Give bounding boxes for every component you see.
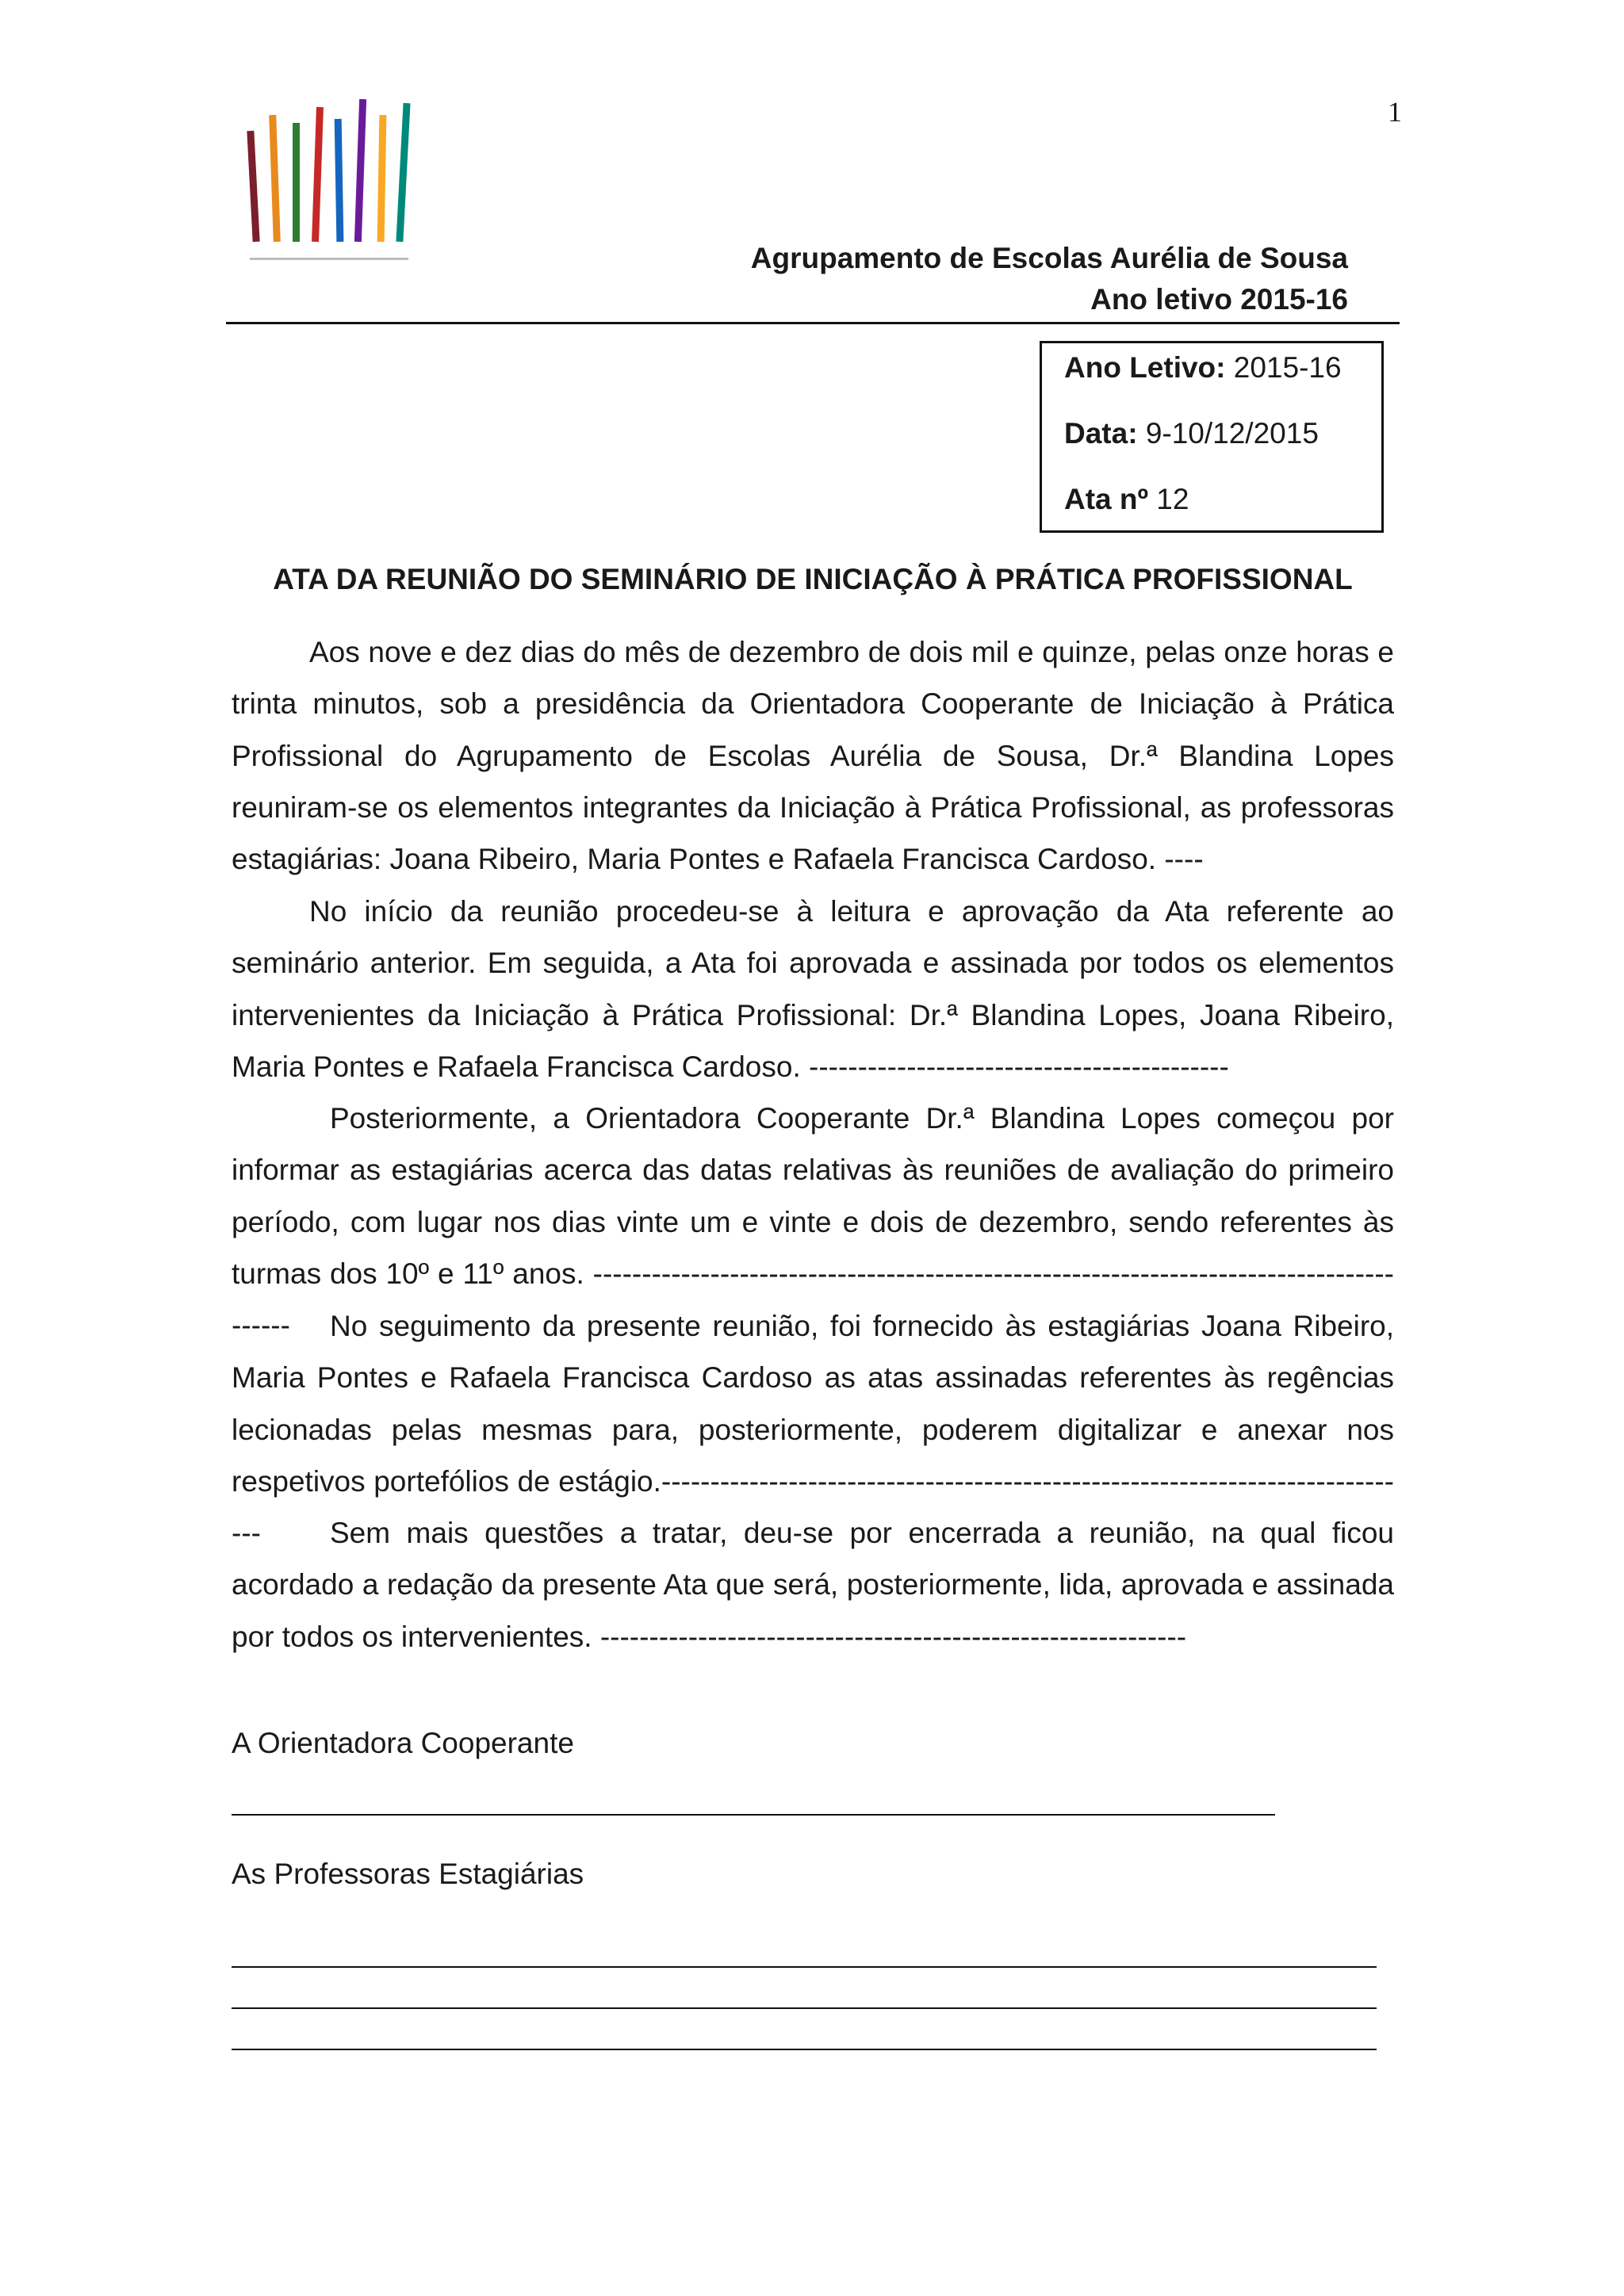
minute-value: 12 — [1156, 483, 1189, 515]
paragraph-signed-minutes: No seguimento da presente reunião, foi fornecido às estagiárias Joana Ribeiro, Maria Pontes e Rafaela Francisca Cardoso as atas assinadas referentes às regências lecionadas pelas mesmas para, posteriormente, poderem digitalizar e anexar nos respetivos portefólios de estágio.------------------------------------------------------------------------------ — [232, 1310, 1394, 1550]
trainee-signature-line-1 — [232, 1966, 1377, 1968]
date-row — [1064, 417, 1319, 450]
page-number: 1 — [1388, 96, 1402, 128]
paragraph-previous-minutes: No início da reunião procedeu-se à leitura e aprovação da Ata referente ao seminário anterior. Em seguida, a Ata foi aprovada e assinada por todos os elementos intervenientes da Iniciação à Prática Profissional: Dr.ª Blandina Lopes, Joana Ribeiro, Maria Pontes e Rafaela Francisca Cardoso. ------------------------------------------- — [232, 895, 1394, 1083]
minute-row — [1064, 483, 1189, 516]
school-name: Agrupamento de Escolas Aurélia de Sousa — [750, 242, 1348, 274]
trainee-teachers-label: As Professoras Estagiárias — [232, 1858, 584, 1890]
cooperating-teacher-label: A Orientadora Cooperante — [232, 1727, 574, 1759]
header-divider — [226, 322, 1400, 324]
paragraph-evaluation-dates: Posteriormente, a Orientadora Cooperante Dr.ª Blandina Lopes começou por informar as estagiárias acerca das datas relativas às reuniões de avaliação do primeiro período, com lugar nos dias vinte um e vinte e dois de dezembro, sendo referentes às turmas dos 10º e 11º anos. ---------------------------------------------------------------------------------------- — [232, 1102, 1394, 1342]
date-label: Data: — [1064, 417, 1138, 450]
year-row — [1064, 351, 1342, 385]
colored-pencils-logo-icon — [238, 99, 420, 274]
year-value: 2015-16 — [1233, 351, 1342, 384]
school-year: Ano letivo 2015-16 — [1090, 283, 1348, 316]
info-box — [1040, 341, 1384, 533]
cooperating-signature-line — [232, 1814, 1275, 1816]
paragraph-opening: Aos nove e dez dias do mês de dezembro de dois mil e quinze, pelas onze horas e trinta minutos, sob a presidência da Orientadora Cooperante de Iniciação à Prática Profissional do Agrupamento de Escolas Aurélia de Sousa, Dr.ª Blandina Lopes reuniram-se os elementos integrantes da Iniciação à Prática Profissional, as professoras estagiárias: Joana Ribeiro, Maria Pontes e Rafaela Francisca Cardoso. ---- — [232, 636, 1394, 876]
year-label: Ano Letivo: — [1064, 351, 1226, 384]
date-value: 9-10/12/2015 — [1145, 417, 1319, 450]
document-title: ATA DA REUNIÃO DO SEMINÁRIO DE INICIAÇÃO À PRÁTICA PROFISSIONAL — [273, 563, 1353, 595]
minute-label: Ata nº — [1064, 483, 1149, 515]
trainee-signature-line-3 — [232, 2049, 1377, 2050]
paragraph-closing: Sem mais questões a tratar, deu-se por encerrada a reunião, na qual ficou acordado a redação da presente Ata que será, posteriormente, lida, aprovada e assinada por todos os intervenientes. ------------------------------------------------------------ — [232, 1517, 1394, 1653]
trainee-signature-line-2 — [232, 2007, 1377, 2009]
